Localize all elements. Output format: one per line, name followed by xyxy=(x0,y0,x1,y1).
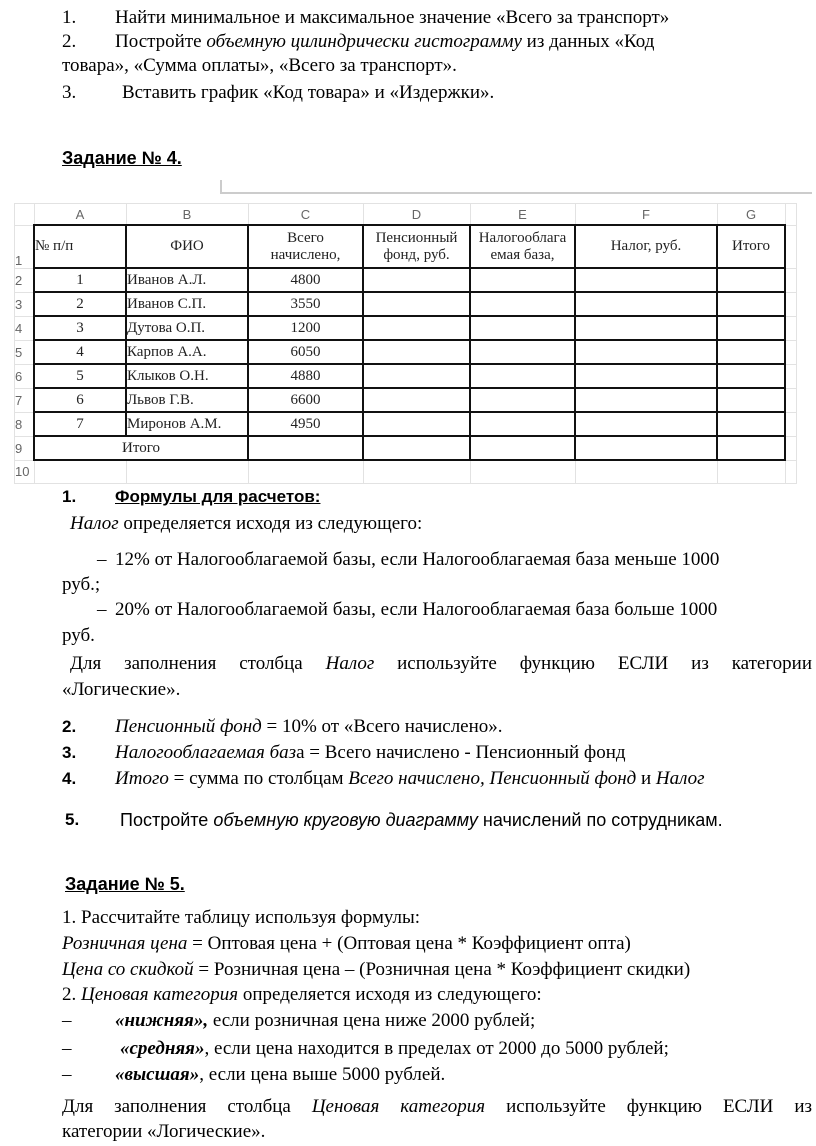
cell-number: 6 xyxy=(34,388,126,412)
header-cell: № п/п xyxy=(34,225,126,268)
paragraph: 2. Ценовая категория определяется исходя из следующего: xyxy=(62,984,542,1005)
row-header: 6 xyxy=(15,364,35,388)
col-header: G xyxy=(717,204,785,226)
table-row xyxy=(15,316,797,340)
paragraph: Для заполнения столбца Налог используйте функцию ЕСЛИ из категории xyxy=(70,653,812,674)
table-row xyxy=(15,340,797,364)
cell-total: 1200 xyxy=(248,316,363,340)
table-row xyxy=(15,412,797,436)
cell-number: 5 xyxy=(34,364,126,388)
col-header: F xyxy=(575,204,717,226)
cell-number: 2 xyxy=(34,292,126,316)
paragraph: Налог определяется исходя из следующего: xyxy=(70,513,423,534)
col-header: C xyxy=(248,204,363,226)
cell-number: 4 xyxy=(34,340,126,364)
header-cell: Налог, руб. xyxy=(575,225,717,268)
formula-line: Цена со скидкой = Розничная цена – (Розничная цена * Коэффициент скидки) xyxy=(62,959,691,980)
paragraph: Для заполнения столбца Ценовая категория используйте функцию ЕСЛИ из xyxy=(62,1096,812,1117)
dash: – xyxy=(62,1064,72,1085)
header-cell: Итого xyxy=(717,225,785,268)
formula-item: Налогооблагаемая база = Всего начислено - Пенсионный фонд xyxy=(115,742,626,763)
select-all-corner xyxy=(15,204,35,226)
cell-total: 6050 xyxy=(248,340,363,364)
bullet-cont: руб. xyxy=(62,625,95,646)
task4-heading: Задание № 4. xyxy=(62,148,182,168)
cell-number: 1 xyxy=(34,268,126,292)
cell-fio: Клыков О.Н. xyxy=(126,364,248,388)
header-cell: Налогооблага емая база, xyxy=(470,225,575,268)
row-header: 3 xyxy=(15,292,35,316)
formula-item: Постройте объемную круговую диаграмму начислений по сотрудникам. xyxy=(120,810,723,830)
formula-item: Итого = сумма по столбцам Всего начислено, Пенсионный фонд и Налог xyxy=(115,768,705,789)
category-item: «высшая», если цена выше 5000 рублей. xyxy=(115,1064,446,1085)
task-item: Постройте объемную цилиндрически гистограмму из данных «Код xyxy=(115,31,655,52)
cell-total: 4950 xyxy=(248,412,363,436)
table-row xyxy=(15,268,797,292)
category-item: «средняя», если цена находится в пределах от 2000 до 5000 рублей; xyxy=(120,1038,669,1059)
header-cell: ФИО xyxy=(126,225,248,268)
row-header: 8 xyxy=(15,412,35,436)
col-header: B xyxy=(126,204,248,226)
spreadsheet-image xyxy=(0,180,816,480)
row-header: 7 xyxy=(15,388,35,412)
cell-fio: Миронов А.М. xyxy=(126,412,248,436)
cell-fio: Иванов С.П. xyxy=(126,292,248,316)
list-number: 5. xyxy=(65,810,80,829)
table-row xyxy=(15,388,797,412)
row-header: 4 xyxy=(15,316,35,340)
paragraph: 1. Рассчитайте таблицу используя формулы: xyxy=(62,907,421,928)
list-number: 2. xyxy=(62,717,77,736)
col-header: D xyxy=(363,204,470,226)
paragraph-cont: «Логические». xyxy=(62,679,181,700)
task-item: Найти минимальное и максимальное значение «Всего за транспорт» xyxy=(115,7,670,28)
list-number: 2. xyxy=(62,31,77,52)
paragraph-cont: категории «Логические». xyxy=(62,1121,266,1142)
cell-fio: Дутова О.П. xyxy=(126,316,248,340)
task-item-cont: товара», «Сумма оплаты», «Всего за транспорт». xyxy=(62,55,457,76)
cell-total: 6600 xyxy=(248,388,363,412)
dash: – xyxy=(62,1038,72,1059)
row-header: 9 xyxy=(15,436,35,460)
cell-fio: Карпов А.А. xyxy=(126,340,248,364)
col-header: A xyxy=(34,204,126,226)
dash: – xyxy=(62,1010,72,1031)
cell-total: 4880 xyxy=(248,364,363,388)
task-item: Вставить график «Код товара» и «Издержки». xyxy=(122,82,495,103)
cell-total: 4800 xyxy=(248,268,363,292)
header-cell: Пенсионный фонд, руб. xyxy=(363,225,470,268)
table-row xyxy=(15,292,797,316)
formulas-heading: Формулы для расчетов: xyxy=(115,487,321,506)
formula-bar xyxy=(220,180,812,194)
bullet-cont: руб.; xyxy=(62,574,101,595)
table-row xyxy=(15,364,797,388)
cell-number: 7 xyxy=(34,412,126,436)
cell-fio: Львов Г.В. xyxy=(126,388,248,412)
list-number: 1. xyxy=(62,7,77,28)
category-item: «нижняя», если розничная цена ниже 2000 рублей; xyxy=(115,1010,536,1031)
list-number: 3. xyxy=(62,743,77,762)
row-header: 5 xyxy=(15,340,35,364)
formula-line: Розничная цена = Оптовая цена + (Оптовая цена * Коэффициент опта) xyxy=(62,933,631,954)
list-number: 4. xyxy=(62,769,77,788)
dash: – xyxy=(97,549,107,570)
formula-item: Пенсионный фонд = 10% от «Всего начислено». xyxy=(115,716,503,737)
row-header: 1 xyxy=(15,225,35,268)
row-header: 10 xyxy=(15,460,35,484)
bullet-item: 12% от Налогооблагаемой базы, если Налогооблагаемая база меньше 1000 xyxy=(115,549,720,570)
header-cell: Всего начислено, xyxy=(248,225,363,268)
row-header: 2 xyxy=(15,268,35,292)
total-label-cell: Итого xyxy=(34,436,248,460)
col-header: E xyxy=(470,204,575,226)
dash: – xyxy=(97,599,107,620)
bullet-item: 20% от Налогооблагаемой базы, если Налогооблагаемая база больше 1000 xyxy=(115,599,718,620)
cell-fio: Иванов А.Л. xyxy=(126,268,248,292)
cell-total: 3550 xyxy=(248,292,363,316)
list-number: 1. xyxy=(62,487,77,506)
task5-heading: Задание № 5. xyxy=(65,874,185,894)
list-number: 3. xyxy=(62,82,77,103)
cell-number: 3 xyxy=(34,316,126,340)
